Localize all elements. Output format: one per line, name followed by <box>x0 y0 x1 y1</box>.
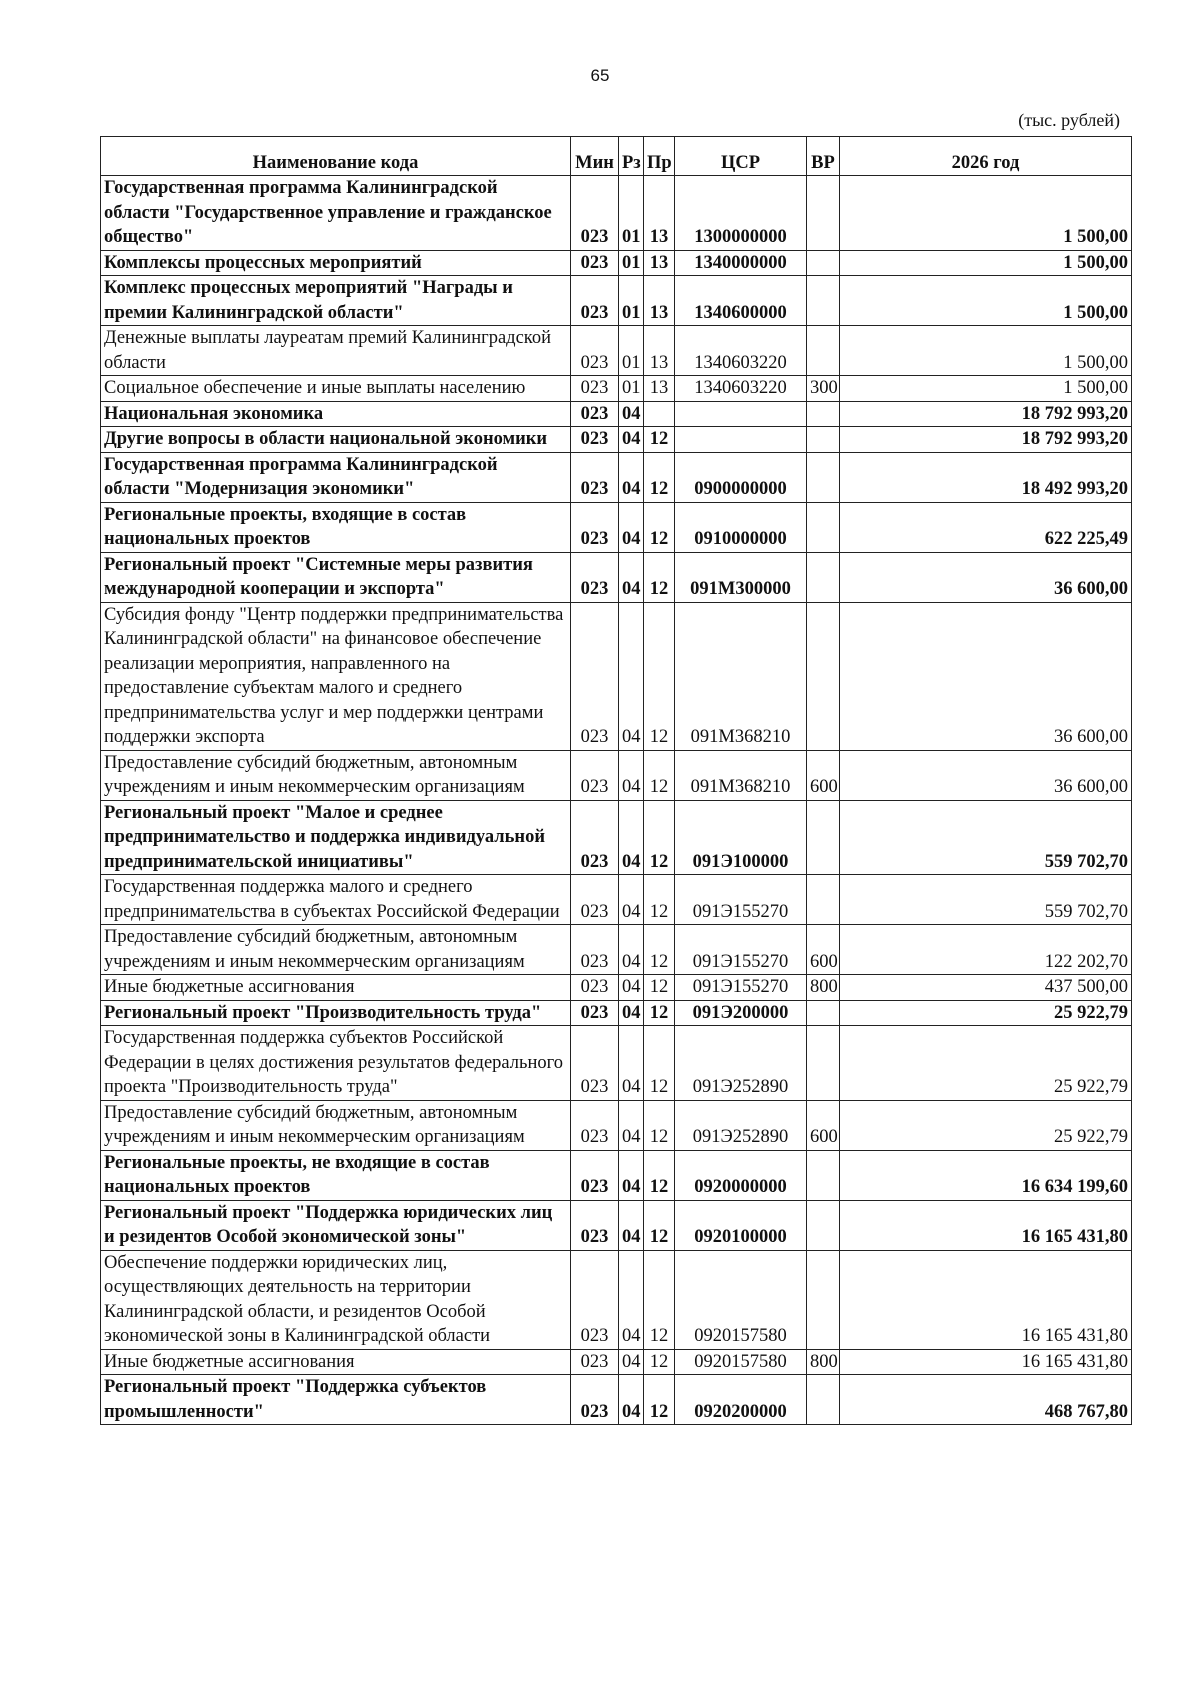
cell-min: 023 <box>571 1200 619 1250</box>
cell-vr: 600 <box>807 750 840 800</box>
cell-name: Другие вопросы в области национальной экономики <box>101 427 571 453</box>
cell-pr: 12 <box>644 800 675 875</box>
cell-vr <box>807 250 840 276</box>
cell-rz: 04 <box>619 552 644 602</box>
table-row <box>101 1349 1132 1375</box>
cell-amount: 468 767,80 <box>840 1375 1132 1425</box>
cell-vr <box>807 875 840 925</box>
cell-pr: 12 <box>644 1200 675 1250</box>
cell-rz: 01 <box>619 326 644 376</box>
cell-name: Комплекс процессных мероприятий "Награды и премии Калининградской области" <box>101 276 571 326</box>
table-row <box>101 427 1132 453</box>
cell-rz: 04 <box>619 800 644 875</box>
table-body <box>101 176 1132 1425</box>
cell-name: Социальное обеспечение и иные выплаты населению <box>101 376 571 402</box>
cell-rz: 04 <box>619 1250 644 1349</box>
cell-vr: 600 <box>807 1100 840 1150</box>
cell-min: 023 <box>571 502 619 552</box>
table-row <box>101 602 1132 750</box>
cell-amount: 18 792 993,20 <box>840 401 1132 427</box>
cell-name: Региональные проекты, не входящие в состав национальных проектов <box>101 1150 571 1200</box>
cell-amount: 25 922,79 <box>840 1100 1132 1150</box>
cell-amount: 18 792 993,20 <box>840 427 1132 453</box>
cell-pr: 12 <box>644 1150 675 1200</box>
cell-amount: 622 225,49 <box>840 502 1132 552</box>
cell-rz: 01 <box>619 176 644 251</box>
cell-min: 023 <box>571 1250 619 1349</box>
cell-vr: 800 <box>807 1349 840 1375</box>
cell-name: Субсидия фонду "Центр поддержки предпринимательства Калининградской области" на финансовое обеспечение реализации мероприятия, направленного на предоставление субъектам малого и среднего предпринимательства услуг и мер поддержки центрами поддержки экспорта <box>101 602 571 750</box>
cell-name: Национальная экономика <box>101 401 571 427</box>
cell-pr: 12 <box>644 1026 675 1101</box>
cell-pr: 13 <box>644 326 675 376</box>
cell-pr: 12 <box>644 1349 675 1375</box>
cell-min: 023 <box>571 875 619 925</box>
cell-rz: 04 <box>619 1150 644 1200</box>
cell-name: Государственная поддержка субъектов Российской Федерации в целях достижения результатов федерального проекта "Производительность труда" <box>101 1026 571 1101</box>
cell-pr: 12 <box>644 925 675 975</box>
cell-pr <box>644 401 675 427</box>
cell-rz: 01 <box>619 250 644 276</box>
cell-csr: 1300000000 <box>675 176 807 251</box>
cell-csr: 0920100000 <box>675 1200 807 1250</box>
cell-pr: 12 <box>644 1100 675 1150</box>
cell-csr <box>675 401 807 427</box>
cell-vr <box>807 1150 840 1200</box>
cell-pr: 12 <box>644 502 675 552</box>
cell-min: 023 <box>571 427 619 453</box>
cell-name: Иные бюджетные ассигнования <box>101 1349 571 1375</box>
budget-table <box>100 136 1132 1425</box>
cell-amount: 18 492 993,20 <box>840 452 1132 502</box>
cell-amount: 1 500,00 <box>840 176 1132 251</box>
cell-rz: 04 <box>619 1200 644 1250</box>
cell-min: 023 <box>571 276 619 326</box>
cell-vr <box>807 1026 840 1101</box>
cell-vr <box>807 552 840 602</box>
cell-amount: 1 500,00 <box>840 276 1132 326</box>
cell-csr: 1340600000 <box>675 276 807 326</box>
cell-vr <box>807 800 840 875</box>
cell-csr: 091Э100000 <box>675 800 807 875</box>
table-row <box>101 326 1132 376</box>
cell-name: Региональный проект "Производительность труда" <box>101 1000 571 1026</box>
table-row <box>101 1250 1132 1349</box>
cell-amount: 437 500,00 <box>840 975 1132 1001</box>
table-row <box>101 1150 1132 1200</box>
cell-rz: 04 <box>619 427 644 453</box>
cell-amount: 16 165 431,80 <box>840 1349 1132 1375</box>
cell-rz: 04 <box>619 1349 644 1375</box>
cell-csr: 091M368210 <box>675 602 807 750</box>
cell-vr: 300 <box>807 376 840 402</box>
cell-rz: 04 <box>619 1375 644 1425</box>
cell-rz: 01 <box>619 276 644 326</box>
cell-csr: 0920000000 <box>675 1150 807 1200</box>
cell-vr <box>807 1000 840 1026</box>
cell-vr <box>807 401 840 427</box>
table-row <box>101 176 1132 251</box>
cell-min: 023 <box>571 326 619 376</box>
table-row <box>101 376 1132 402</box>
cell-pr: 12 <box>644 602 675 750</box>
cell-min: 023 <box>571 1150 619 1200</box>
cell-csr: 091M300000 <box>675 552 807 602</box>
cell-vr <box>807 326 840 376</box>
cell-pr: 13 <box>644 250 675 276</box>
cell-name: Региональный проект "Системные меры развития международной кооперации и экспорта" <box>101 552 571 602</box>
cell-rz: 04 <box>619 875 644 925</box>
table-row <box>101 1100 1132 1150</box>
cell-name: Региональный проект "Малое и среднее предпринимательство и поддержка индивидуальной предпринимательской инициативы" <box>101 800 571 875</box>
cell-name: Государственная программа Калининградской области "Государственное управление и гражданское общество" <box>101 176 571 251</box>
table-row <box>101 975 1132 1001</box>
header-name: Наименование кода <box>101 137 571 176</box>
cell-rz: 04 <box>619 1000 644 1026</box>
header-year: 2026 год <box>840 137 1132 176</box>
cell-min: 023 <box>571 750 619 800</box>
cell-amount: 16 634 199,60 <box>840 1150 1132 1200</box>
cell-name: Региональный проект "Поддержка юридических лиц и резидентов Особой экономической зоны" <box>101 1200 571 1250</box>
cell-amount: 16 165 431,80 <box>840 1250 1132 1349</box>
cell-pr: 12 <box>644 750 675 800</box>
cell-rz: 04 <box>619 401 644 427</box>
cell-vr <box>807 1375 840 1425</box>
cell-rz: 04 <box>619 502 644 552</box>
cell-rz: 04 <box>619 1026 644 1101</box>
cell-min: 023 <box>571 452 619 502</box>
cell-name: Региональный проект "Поддержка субъектов промышленности" <box>101 1375 571 1425</box>
cell-name: Комплексы процессных мероприятий <box>101 250 571 276</box>
cell-amount: 16 165 431,80 <box>840 1200 1132 1250</box>
table-row <box>101 1200 1132 1250</box>
cell-name: Предоставление субсидий бюджетным, автономным учреждениям и иным некоммерческим организациям <box>101 1100 571 1150</box>
table-row <box>101 1000 1132 1026</box>
cell-name: Государственная поддержка малого и среднего предпринимательства в субъектах Российской Федерации <box>101 875 571 925</box>
cell-csr: 091Э155270 <box>675 925 807 975</box>
cell-rz: 04 <box>619 452 644 502</box>
cell-amount: 122 202,70 <box>840 925 1132 975</box>
cell-vr <box>807 452 840 502</box>
cell-min: 023 <box>571 925 619 975</box>
table-row <box>101 502 1132 552</box>
cell-csr: 0900000000 <box>675 452 807 502</box>
cell-vr <box>807 176 840 251</box>
table-row <box>101 875 1132 925</box>
table-row <box>101 452 1132 502</box>
cell-name: Государственная программа Калининградской области "Модернизация экономики" <box>101 452 571 502</box>
cell-min: 023 <box>571 250 619 276</box>
cell-amount: 1 500,00 <box>840 250 1132 276</box>
cell-pr: 12 <box>644 1000 675 1026</box>
cell-amount: 1 500,00 <box>840 376 1132 402</box>
cell-name: Иные бюджетные ассигнования <box>101 975 571 1001</box>
header-pr: Пр <box>644 137 675 176</box>
cell-vr: 800 <box>807 975 840 1001</box>
table-row <box>101 925 1132 975</box>
cell-pr: 12 <box>644 427 675 453</box>
table-row <box>101 276 1132 326</box>
cell-min: 023 <box>571 1100 619 1150</box>
table-row <box>101 250 1132 276</box>
cell-csr: 091Э155270 <box>675 975 807 1001</box>
cell-csr: 0920157580 <box>675 1349 807 1375</box>
cell-vr: 600 <box>807 925 840 975</box>
cell-csr: 091M368210 <box>675 750 807 800</box>
cell-rz: 04 <box>619 1100 644 1150</box>
cell-pr: 12 <box>644 975 675 1001</box>
cell-vr <box>807 1200 840 1250</box>
cell-csr: 091Э252890 <box>675 1100 807 1150</box>
cell-csr: 1340603220 <box>675 376 807 402</box>
cell-name: Региональные проекты, входящие в состав национальных проектов <box>101 502 571 552</box>
cell-min: 023 <box>571 1349 619 1375</box>
cell-min: 023 <box>571 1026 619 1101</box>
cell-amount: 559 702,70 <box>840 800 1132 875</box>
cell-csr: 1340000000 <box>675 250 807 276</box>
cell-pr: 13 <box>644 176 675 251</box>
cell-amount: 559 702,70 <box>840 875 1132 925</box>
cell-pr: 12 <box>644 1250 675 1349</box>
cell-name: Предоставление субсидий бюджетным, автономным учреждениям и иным некоммерческим организациям <box>101 750 571 800</box>
table-header-row <box>101 137 1132 176</box>
cell-amount: 1 500,00 <box>840 326 1132 376</box>
cell-vr <box>807 602 840 750</box>
cell-amount: 25 922,79 <box>840 1026 1132 1101</box>
header-min: Мин <box>571 137 619 176</box>
cell-csr: 0910000000 <box>675 502 807 552</box>
header-csr: ЦСР <box>675 137 807 176</box>
table-row <box>101 401 1132 427</box>
cell-pr: 12 <box>644 452 675 502</box>
cell-name: Обеспечение поддержки юридических лиц, осуществляющих деятельность на территории Калининградской области, и резидентов Особой экономической зоны в Калининградской области <box>101 1250 571 1349</box>
table-row <box>101 552 1132 602</box>
cell-vr <box>807 427 840 453</box>
cell-name: Предоставление субсидий бюджетным, автономным учреждениям и иным некоммерческим организациям <box>101 925 571 975</box>
cell-pr: 13 <box>644 276 675 326</box>
cell-min: 023 <box>571 376 619 402</box>
page-number: 65 <box>590 66 610 85</box>
header-rz: Рз <box>619 137 644 176</box>
cell-pr: 12 <box>644 1375 675 1425</box>
cell-amount: 25 922,79 <box>840 1000 1132 1026</box>
cell-min: 023 <box>571 1375 619 1425</box>
cell-name: Денежные выплаты лауреатам премий Калининградской области <box>101 326 571 376</box>
cell-min: 023 <box>571 602 619 750</box>
cell-vr <box>807 1250 840 1349</box>
cell-csr: 0920200000 <box>675 1375 807 1425</box>
cell-csr: 1340603220 <box>675 326 807 376</box>
cell-rz: 04 <box>619 975 644 1001</box>
cell-rz: 04 <box>619 925 644 975</box>
cell-csr: 0920157580 <box>675 1250 807 1349</box>
table-row <box>101 800 1132 875</box>
cell-vr <box>807 276 840 326</box>
table-row <box>101 750 1132 800</box>
cell-csr <box>675 427 807 453</box>
cell-min: 023 <box>571 176 619 251</box>
cell-vr <box>807 502 840 552</box>
cell-amount: 36 600,00 <box>840 750 1132 800</box>
cell-rz: 04 <box>619 602 644 750</box>
cell-csr: 091Э200000 <box>675 1000 807 1026</box>
cell-rz: 04 <box>619 750 644 800</box>
cell-min: 023 <box>571 1000 619 1026</box>
cell-min: 023 <box>571 401 619 427</box>
cell-amount: 36 600,00 <box>840 602 1132 750</box>
cell-rz: 01 <box>619 376 644 402</box>
cell-min: 023 <box>571 800 619 875</box>
cell-amount: 36 600,00 <box>840 552 1132 602</box>
cell-min: 023 <box>571 975 619 1001</box>
cell-csr: 091Э252890 <box>675 1026 807 1101</box>
cell-min: 023 <box>571 552 619 602</box>
table-row <box>101 1026 1132 1101</box>
units-label: (тыс. рублей) <box>1018 110 1120 130</box>
cell-pr: 12 <box>644 552 675 602</box>
cell-pr: 12 <box>644 875 675 925</box>
header-vr: ВР <box>807 137 840 176</box>
table-row <box>101 1375 1132 1425</box>
cell-csr: 091Э155270 <box>675 875 807 925</box>
cell-pr: 13 <box>644 376 675 402</box>
